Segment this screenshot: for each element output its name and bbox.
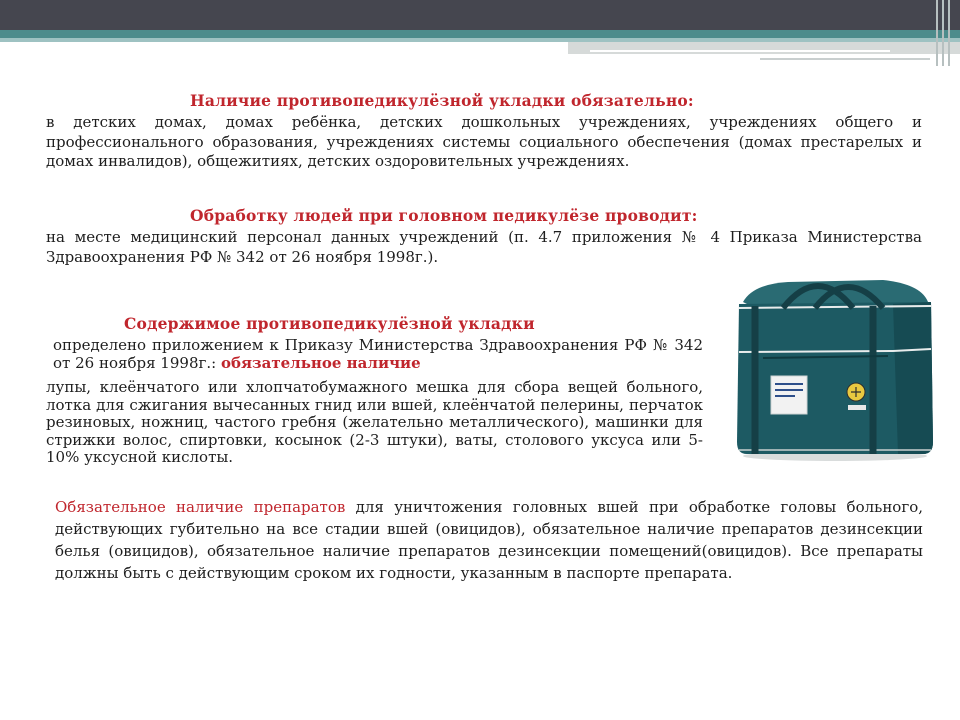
section-4-highlight: Обязательное наличие препаратов	[55, 498, 346, 516]
header-grey-band	[568, 42, 960, 54]
header-accent-bar	[0, 30, 960, 38]
header-divider-line	[590, 50, 890, 52]
section-4-text	[55, 496, 923, 584]
header-bar	[0, 0, 960, 30]
section-4-body: для уничтожения головных вшей при обработке головы больного, действующих губительно на все стадии вшей (овицидов), обязательное наличие препаратов дезинсекции белья (овицидов), обязательное наличие препаратов дезинсекции помещений(овицидов). Все препараты должны быть с действующим сроком их годности, указанным в паспорте препарата.	[55, 498, 923, 582]
section-3-list: лупы, клеёнчатого или хлопчатобумажного мешка для сбора вещей больного, лотка для сжигания вычесанных гнид или вшей, клеёнчатой пелерины, перчаток резиновых, ножниц, частого гребня (желательно металлического), машинки для стрижки волос, спиртовки, косынок (2-3 штуки), ваты, столового уксуса или 5-10% уксусной кислоты.	[46, 378, 703, 466]
section-3-intro: определено приложением к Приказу Министерства Здравоохранения РФ № 342 от 26 ноября 1998г.:	[53, 336, 703, 372]
header-vertical-lines	[930, 0, 960, 66]
thermal-bag-image	[733, 272, 938, 462]
section-3-heading: Содержимое противопедикулёзной укладки	[124, 314, 535, 333]
section-2-text: на месте медицинский персонал данных учреждений (п. 4.7 приложения № 4 Приказа Министерства Здравоохранения РФ № 342 от 26 ноября 1998г.).	[46, 228, 922, 266]
section-2-heading: Обработку людей при головном педикулёзе проводит:	[190, 206, 698, 225]
section-1-heading: Наличие противопедикулёзной укладки обязательно:	[190, 91, 694, 110]
section-1-text: в детских домах, домах ребёнка, детских дошкольных учреждениях, учреждениях общего и профессионального образования, учреждениях системы социального обеспечения (домах престарелых и домах инвалидов), общежитиях, детских оздоровительных учреждениях.	[46, 113, 922, 170]
section-3-highlight: обязательное наличие	[220, 353, 421, 372]
section-3-text	[53, 337, 703, 372]
header-divider-line	[760, 58, 930, 60]
